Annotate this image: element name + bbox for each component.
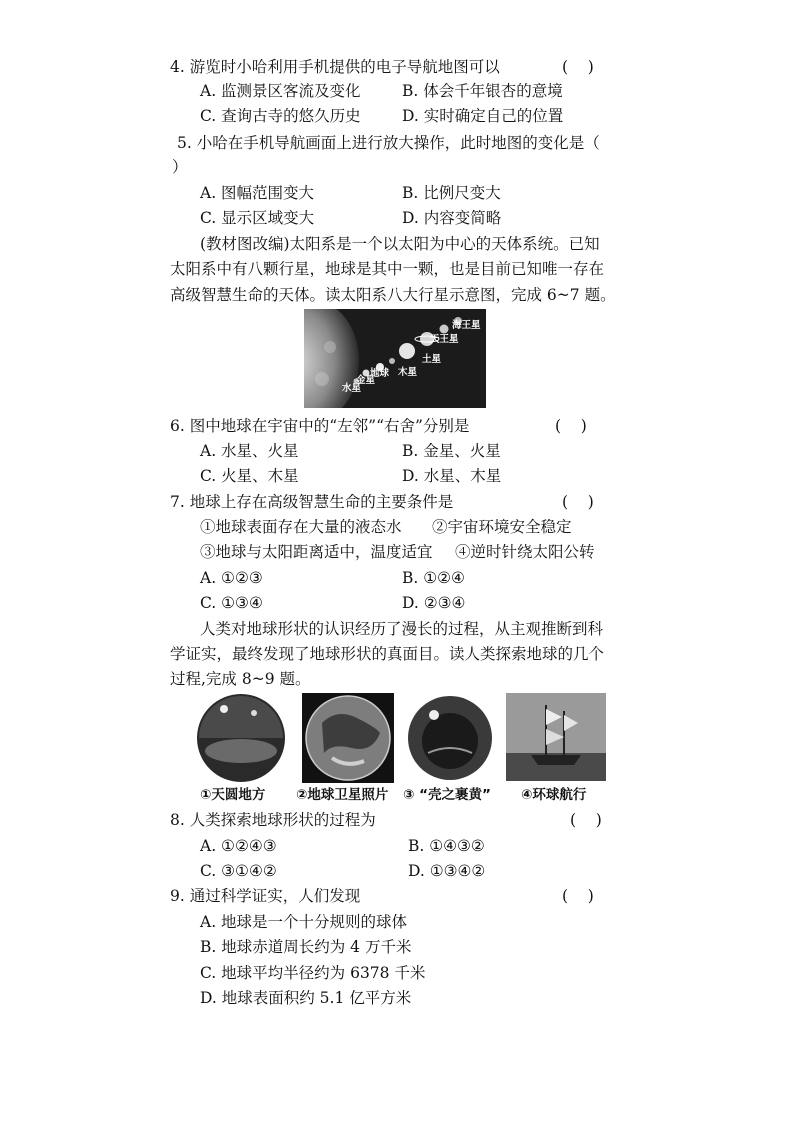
passage1-line2: 太阳系中有八颗行星，地球是其中一颗，也是目前已知唯一存在 [170,260,605,278]
q7-condition-1: ①地球表面存在大量的液态水 [200,518,402,536]
passage2-line2: 学证实，最终发现了地球形状的真面目。读人类探索地球的几个 [170,645,605,663]
q7-condition-3: ③地球与太阳距离适中，温度适宜 [200,543,433,561]
q7-condition-2: ②宇宙环境安全稳定 [432,518,572,536]
label-neptune: 海王星 [452,320,481,331]
q6-answer-bracket: ( ) [555,417,587,435]
image-round-sky-square-earth [194,693,288,783]
caption-image-3: ③ “壳之裹黄” [403,787,491,803]
q8-option-b: B. ①④③② [408,837,485,855]
q5-option-c: C. 显示区域变大 [200,209,315,227]
label-mercury: 水星 [342,383,362,394]
q8-answer-bracket: ( ) [570,811,602,829]
q7-option-c: C. ①③④ [200,594,263,612]
q9-option-a: A. 地球是一个十分规则的球体 [200,913,408,931]
q7-option-b: B. ①②④ [402,569,465,587]
q5-option-a: A. 图幅范围变大 [200,184,315,202]
q9-stem: 9. 通过科学证实，人们发现 [170,887,361,905]
q4-option-c: C. 查询古寺的悠久历史 [200,107,361,125]
q7-option-d: D. ②③④ [402,594,466,612]
q7-condition-4: ④逆时针绕太阳公转 [455,543,595,561]
solar-system-figure [304,309,486,408]
q7-stem: 7. 地球上存在高级智慧生命的主要条件是 [170,493,454,511]
caption-image-1: ①天圆地方 [200,787,266,803]
passage2-line3: 过程,完成 8~9 题。 [170,670,311,688]
q8-option-a: A. ①②④③ [200,837,277,855]
q5-option-b: B. 比例尺变大 [402,184,501,202]
q5-stem-cont: ） [172,158,188,176]
q9-option-b: B. 地球赤道周长约为 4 万千米 [200,938,412,956]
label-uranus: 天王星 [430,334,459,345]
label-saturn: 土星 [422,354,442,365]
passage1-line1: (教材图改编)太阳系是一个以太阳为中心的天体系统。已知 [200,235,600,253]
q4-option-a: A. 监测景区客流及变化 [200,82,361,100]
passage2-line1: 人类对地球形状的认识经历了漫长的过程，从主观推断到科 [200,620,604,638]
caption-image-2: ②地球卫星照片 [296,787,389,803]
q4-option-b: B. 体会千年银杏的意境 [402,82,563,100]
q8-option-d: D. ①③④② [408,862,486,880]
label-jupiter: 木星 [398,367,418,378]
q4-stem: 4. 游览时小哈利用手机提供的电子导航地图可以 [170,58,500,76]
passage1-line3: 高级智慧生命的天体。读太阳系八大行星示意图，完成 6~7 题。 [170,286,616,304]
q5-stem: 5. 小哈在手机导航画面上进行放大操作，此时地图的变化是（ [177,134,600,152]
image-satellite-photo [302,693,394,783]
caption-image-4: ④环球航行 [521,787,587,803]
label-earth: 地球 [370,368,390,379]
q9-answer-bracket: ( ) [562,887,594,905]
q4-answer-bracket: ( ) [562,58,594,76]
q5-option-d: D. 内容变简略 [402,209,502,227]
image-circumnavigation [506,693,606,781]
q9-option-d: D. 地球表面积约 5.1 亿平方米 [200,989,412,1007]
q8-option-c: C. ③①④② [200,862,277,880]
q7-answer-bracket: ( ) [562,493,594,511]
q6-option-d: D. 水星、木星 [402,467,502,485]
q6-stem: 6. 图中地球在宇宙中的“左邻”“右舍”分别是 [170,417,470,435]
q9-option-c: C. 地球平均半径约为 6378 千米 [200,964,426,982]
image-shell-wraps-yolk [406,693,494,783]
label-venus: 金星 [356,375,376,386]
q6-option-c: C. 火星、木星 [200,467,299,485]
q7-option-a: A. ①②③ [200,569,263,587]
q6-option-b: B. 金星、火星 [402,442,501,460]
q8-stem: 8. 人类探索地球形状的过程为 [170,811,376,829]
q4-option-d: D. 实时确定自己的位置 [402,107,564,125]
q6-option-a: A. 水星、火星 [200,442,299,460]
